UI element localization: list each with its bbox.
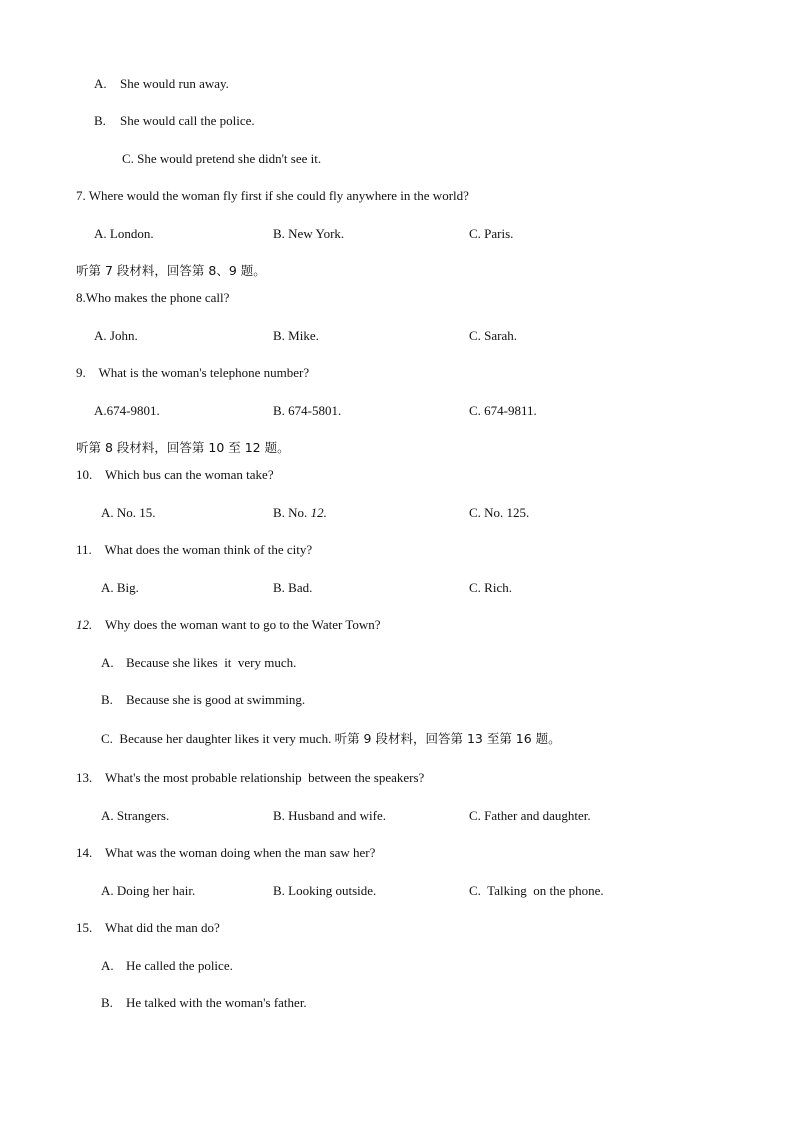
- q13-option-c: C. Father and daughter.: [469, 808, 591, 823]
- q12-option-a-text: Because she likes it very much.: [126, 655, 297, 670]
- q15-option-a-text: He called the police.: [126, 958, 233, 973]
- q15-option-a-letter: A.: [101, 958, 114, 973]
- q9-option-a: A.674-9801.: [94, 403, 160, 418]
- q11-question: 11. What does the woman think of the city?: [76, 542, 313, 557]
- q8-question: 8.Who makes the phone call?: [76, 290, 230, 305]
- section-heading-7: 听第 7 段材料，回答第 8、9 题。: [76, 263, 266, 278]
- q15-question: 15. What did the man do?: [76, 920, 220, 935]
- q14-option-c: C. Talking on the phone.: [469, 883, 604, 898]
- section-heading-9: 听第 9 段材料，回答第 13 至第 16 题。: [334, 731, 561, 746]
- q8-option-a: A. John.: [94, 328, 138, 343]
- q12-option-a-letter: A.: [101, 655, 114, 670]
- q10-option-b-prefix: B. No.: [273, 505, 311, 520]
- q8-option-c: C. Sarah.: [469, 328, 518, 343]
- q7-option-b: B. New York.: [273, 226, 345, 241]
- q12-option-b-text: Because she is good at swimming.: [126, 692, 306, 707]
- q15-option-b-letter: B.: [101, 995, 113, 1010]
- q13-option-b: B. Husband and wife.: [273, 808, 387, 823]
- q12-number: 12.: [76, 617, 93, 632]
- q10-option-c: C. No. 125.: [469, 505, 530, 520]
- q10-option-b-number: 12.: [310, 505, 327, 520]
- q12-option-b-letter: B.: [101, 692, 113, 707]
- q11-option-b: B. Bad.: [273, 580, 313, 595]
- q14-question: 14. What was the woman doing when the man saw her?: [76, 845, 376, 860]
- q6-option-b-text: She would call the police.: [120, 113, 255, 128]
- q14-option-b: B. Looking outside.: [273, 883, 377, 898]
- q11-option-c: C. Rich.: [469, 580, 512, 595]
- q10-option-b: [273, 505, 327, 521]
- q13-question: 13. What's the most probable relationship between the speakers?: [76, 770, 425, 785]
- q12-option-c-line: [101, 731, 561, 747]
- q7-option-c: C. Paris.: [469, 226, 514, 241]
- q6-option-a-text: She would run away.: [120, 76, 229, 91]
- q10-question: 10. Which bus can the woman take?: [76, 467, 274, 482]
- q12-question-text: Why does the woman want to go to the Water Town?: [92, 617, 381, 632]
- q9-option-b: B. 674-5801.: [273, 403, 342, 418]
- q9-question: 9. What is the woman's telephone number?: [76, 365, 310, 380]
- q10-option-a: A. No. 15.: [101, 505, 156, 520]
- q9-option-c: C. 674-9811.: [469, 403, 537, 418]
- q8-option-b: B. Mike.: [273, 328, 319, 343]
- q15-option-b-text: He talked with the woman's father.: [126, 995, 307, 1010]
- q13-option-a: A. Strangers.: [101, 808, 170, 823]
- section-heading-8: 听第 8 段材料，回答第 10 至 12 题。: [76, 440, 290, 455]
- q12-question: [76, 617, 381, 633]
- q11-option-a: A. Big.: [101, 580, 139, 595]
- q7-question: 7. Where would the woman fly first if she could fly anywhere in the world?: [76, 188, 469, 203]
- q12-option-c: C. Because her daughter likes it very much.: [101, 731, 335, 746]
- q6-option-c: C. She would pretend she didn't see it.: [122, 151, 322, 166]
- q7-option-a: A. London.: [94, 226, 154, 241]
- q14-option-a: A. Doing her hair.: [101, 883, 196, 898]
- q6-option-b-letter: B.: [94, 113, 106, 128]
- q6-option-a-letter: A.: [94, 76, 107, 91]
